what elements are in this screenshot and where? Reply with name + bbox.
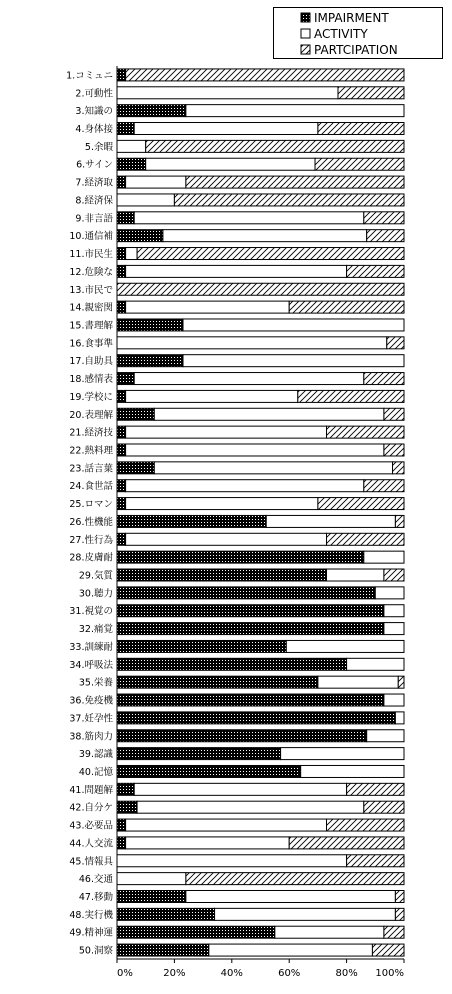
category-label: 33.訓練耐 [69, 641, 113, 653]
category-label: 19.学校に [69, 391, 113, 403]
bar-segment-activity-20 [154, 408, 384, 420]
category-label: 31.視覚の [69, 606, 113, 618]
category-label: 45.情報具 [69, 856, 113, 868]
category-label: 23.話言葉 [69, 463, 113, 475]
bar-segment-impairment-25 [117, 498, 126, 510]
bar-segment-activity-4 [134, 123, 318, 135]
category-label: 22.熱料理 [69, 445, 113, 457]
bar-segment-activity-50 [209, 944, 373, 956]
bar-segment-impairment-31 [117, 605, 384, 617]
bar-segment-activity-8 [117, 194, 174, 206]
bar-segment-impairment-49 [117, 926, 275, 938]
category-label: 48.実行機 [69, 909, 113, 921]
bar-segment-impairment-43 [117, 819, 126, 831]
bar-segment-activity-24 [126, 480, 364, 492]
bar-segment-impairment-1 [117, 69, 126, 81]
category-label: 24.食世話 [69, 481, 113, 493]
bar-segment-partcipation-48 [395, 908, 404, 920]
category-label: 35.栄養 [78, 677, 113, 689]
bar-segment-partcipation-13 [117, 283, 404, 295]
bar-segment-partcipation-18 [364, 373, 404, 385]
bar-segment-partcipation-47 [395, 890, 404, 902]
bar-segment-impairment-28 [117, 551, 364, 563]
category-label: 30.聴力 [78, 588, 113, 600]
bar-segment-impairment-47 [117, 890, 186, 902]
bar-segment-impairment-35 [117, 676, 318, 688]
category-label: 40.記憶 [78, 766, 113, 778]
bar-segment-partcipation-29 [384, 569, 404, 581]
category-label: 46.交通 [78, 874, 113, 886]
bar-segment-impairment-50 [117, 944, 209, 956]
bar-segment-impairment-7 [117, 176, 126, 188]
bar-segment-impairment-29 [117, 569, 327, 581]
bar-group [117, 69, 404, 956]
bar-segment-activity-37 [395, 712, 404, 724]
bar-segment-partcipation-44 [289, 837, 404, 849]
bar-segment-partcipation-50 [372, 944, 404, 956]
bar-segment-activity-36 [384, 694, 404, 706]
bar-segment-partcipation-11 [137, 248, 404, 260]
category-label: 50.洞察 [78, 945, 113, 957]
bar-segment-impairment-12 [117, 265, 126, 277]
bar-segment-impairment-33 [117, 640, 286, 652]
bar-segment-impairment-39 [117, 748, 281, 760]
bar-segment-impairment-42 [117, 801, 137, 813]
bar-segment-partcipation-46 [186, 873, 404, 885]
bar-segment-impairment-9 [117, 212, 134, 224]
bar-segment-impairment-17 [117, 355, 183, 367]
bar-segment-activity-11 [126, 248, 137, 260]
bar-segment-impairment-20 [117, 408, 154, 420]
bar-segment-impairment-11 [117, 248, 126, 260]
bar-segment-partcipation-21 [327, 426, 404, 438]
bar-segment-partcipation-20 [384, 408, 404, 420]
bar-segment-partcipation-45 [347, 855, 404, 867]
bar-segment-activity-44 [126, 837, 290, 849]
bar-segment-partcipation-2 [338, 87, 404, 99]
bar-segment-impairment-14 [117, 301, 126, 313]
category-label: 8.経済保 [75, 195, 113, 207]
category-axis-labels [66, 70, 113, 956]
bar-segment-activity-39 [281, 748, 404, 760]
bar-segment-impairment-23 [117, 462, 154, 474]
bar-segment-impairment-48 [117, 908, 215, 920]
bar-segment-partcipation-9 [364, 212, 404, 224]
bar-segment-impairment-22 [117, 444, 126, 456]
category-label: 27.性行為 [69, 534, 113, 546]
category-label: 20.表理解 [69, 409, 113, 421]
bar-segment-activity-31 [384, 605, 404, 617]
bar-segment-partcipation-10 [367, 230, 404, 242]
bar-segment-partcipation-1 [126, 69, 404, 81]
x-tick-label: 100% [375, 968, 404, 979]
category-label: 47.移動 [78, 891, 113, 903]
bar-segment-activity-14 [126, 301, 290, 313]
bar-segment-impairment-34 [117, 658, 347, 670]
legend-label-impairment: IMPAIRMENT [314, 11, 389, 25]
category-label: 7.経済取 [75, 177, 113, 189]
bar-segment-activity-23 [154, 462, 392, 474]
bar-segment-partcipation-4 [318, 123, 404, 135]
category-label: 38.筋肉力 [69, 731, 113, 743]
x-tick-label: 60% [278, 968, 301, 979]
category-label: 26.性機能 [69, 516, 113, 528]
bar-segment-activity-33 [286, 640, 404, 652]
bar-segment-activity-47 [186, 890, 396, 902]
bar-segment-activity-43 [126, 819, 327, 831]
x-tick-label: 20% [163, 968, 186, 979]
category-label: 17.自助具 [69, 356, 113, 368]
legend-swatch-participation [301, 45, 310, 54]
category-label: 9.非言語 [75, 213, 113, 225]
bar-segment-activity-41 [134, 783, 346, 795]
bar-segment-partcipation-8 [174, 194, 404, 206]
bar-segment-activity-6 [146, 158, 315, 170]
category-label: 1.コミュニ [66, 70, 113, 82]
bar-segment-activity-10 [163, 230, 367, 242]
bar-segment-partcipation-35 [398, 676, 404, 688]
bar-segment-impairment-41 [117, 783, 134, 795]
bar-segment-activity-34 [347, 658, 404, 670]
bar-segment-impairment-18 [117, 373, 134, 385]
bar-segment-activity-22 [126, 444, 384, 456]
bar-segment-impairment-44 [117, 837, 126, 849]
bar-segment-activity-42 [137, 801, 364, 813]
bar-segment-partcipation-19 [298, 390, 404, 402]
bar-segment-partcipation-27 [327, 533, 404, 545]
bar-segment-impairment-15 [117, 319, 183, 331]
bar-segment-impairment-4 [117, 123, 134, 135]
bar-segment-activity-27 [126, 533, 327, 545]
bar-segment-partcipation-7 [186, 176, 404, 188]
legend-label-participation: PARTCIPATION [314, 43, 398, 57]
legend [274, 8, 443, 59]
bar-segment-impairment-10 [117, 230, 163, 242]
bar-segment-partcipation-5 [146, 140, 404, 152]
category-label: 14.親密関 [69, 302, 113, 314]
bar-segment-activity-12 [126, 265, 347, 277]
bar-segment-partcipation-22 [384, 444, 404, 456]
bar-segment-impairment-3 [117, 105, 186, 117]
bar-segment-partcipation-25 [318, 498, 404, 510]
bar-segment-impairment-30 [117, 587, 375, 599]
category-label: 25.ロマン [69, 499, 113, 511]
bar-segment-partcipation-41 [347, 783, 404, 795]
x-axis-tick-labels [117, 968, 404, 979]
bar-segment-activity-35 [318, 676, 398, 688]
x-tick-label: 0% [117, 968, 133, 979]
bar-segment-activity-5 [117, 140, 146, 152]
category-label: 43.必要品 [69, 820, 113, 832]
bar-segment-activity-3 [186, 105, 404, 117]
bar-segment-partcipation-42 [364, 801, 404, 813]
bar-segment-partcipation-16 [387, 337, 404, 349]
category-label: 4.身体接 [75, 124, 113, 136]
bar-segment-activity-45 [117, 855, 347, 867]
legend-label-activity: ACTIVITY [314, 27, 368, 41]
category-label: 10.通信補 [69, 231, 113, 243]
category-label: 42.自分ケ [69, 802, 113, 814]
category-label: 6.サイン [76, 159, 113, 171]
legend-swatch-impairment [301, 13, 310, 22]
bar-segment-activity-19 [126, 390, 298, 402]
bar-segment-activity-49 [275, 926, 384, 938]
bar-segment-partcipation-43 [327, 819, 404, 831]
bar-segment-activity-32 [384, 623, 404, 635]
category-label: 3.知識の [75, 106, 113, 118]
category-label: 29.気質 [78, 570, 113, 582]
category-label: 49.精神運 [69, 927, 113, 939]
category-label: 39.認識 [78, 749, 113, 761]
bar-segment-partcipation-6 [315, 158, 404, 170]
bar-segment-impairment-24 [117, 480, 126, 492]
bar-segment-impairment-38 [117, 730, 367, 742]
category-label: 5.余暇 [84, 141, 113, 153]
bar-segment-impairment-21 [117, 426, 126, 438]
category-label: 18.感情表 [69, 374, 113, 386]
bar-segment-impairment-6 [117, 158, 146, 170]
bar-segment-impairment-40 [117, 765, 301, 777]
category-label: 15.書理解 [69, 320, 113, 332]
bar-segment-activity-21 [126, 426, 327, 438]
category-label: 36.免疫機 [69, 695, 113, 707]
category-label: 28.皮膚耐 [69, 552, 113, 564]
bar-segment-impairment-37 [117, 712, 395, 724]
category-label: 32.痛覚 [78, 624, 113, 636]
category-label: 13.市民で [69, 284, 113, 296]
bar-segment-activity-30 [375, 587, 404, 599]
bar-segment-activity-48 [215, 908, 396, 920]
bar-segment-impairment-27 [117, 533, 126, 545]
bar-segment-activity-40 [301, 765, 404, 777]
bar-segment-activity-28 [364, 551, 404, 563]
x-tick-label: 40% [220, 968, 243, 979]
category-label: 21.経済技 [69, 427, 113, 439]
bar-segment-partcipation-26 [395, 515, 404, 527]
legend-swatch-activity [301, 29, 310, 38]
bar-segment-activity-7 [126, 176, 186, 188]
bar-segment-impairment-26 [117, 515, 266, 527]
category-label: 11.市民生 [69, 249, 113, 261]
bar-segment-activity-25 [126, 498, 318, 510]
category-label: 2.可動性 [75, 88, 113, 100]
bar-segment-activity-18 [134, 373, 364, 385]
bar-segment-partcipation-14 [289, 301, 404, 313]
category-label: 41.問題解 [69, 784, 113, 796]
bar-segment-activity-9 [134, 212, 364, 224]
bar-segment-impairment-36 [117, 694, 384, 706]
bar-segment-activity-26 [266, 515, 395, 527]
bar-segment-activity-16 [117, 337, 387, 349]
bar-segment-partcipation-49 [384, 926, 404, 938]
category-label: 34.呼吸法 [69, 659, 113, 671]
bar-segment-activity-15 [183, 319, 404, 331]
bar-segment-impairment-32 [117, 623, 384, 635]
category-label: 12.危険な [69, 266, 113, 278]
category-label: 44.人交流 [69, 838, 113, 850]
category-label: 37.妊孕性 [69, 713, 113, 725]
bar-segment-impairment-19 [117, 390, 126, 402]
x-tick-label: 80% [335, 968, 358, 979]
bar-segment-partcipation-23 [393, 462, 404, 474]
bar-segment-activity-29 [327, 569, 384, 581]
bar-segment-partcipation-24 [364, 480, 404, 492]
category-label: 16.食事準 [69, 338, 113, 350]
bar-segment-partcipation-12 [347, 265, 404, 277]
bar-segment-activity-46 [117, 873, 186, 885]
bar-segment-activity-2 [117, 87, 338, 99]
bar-segment-activity-17 [183, 355, 404, 367]
bar-segment-activity-38 [367, 730, 404, 742]
